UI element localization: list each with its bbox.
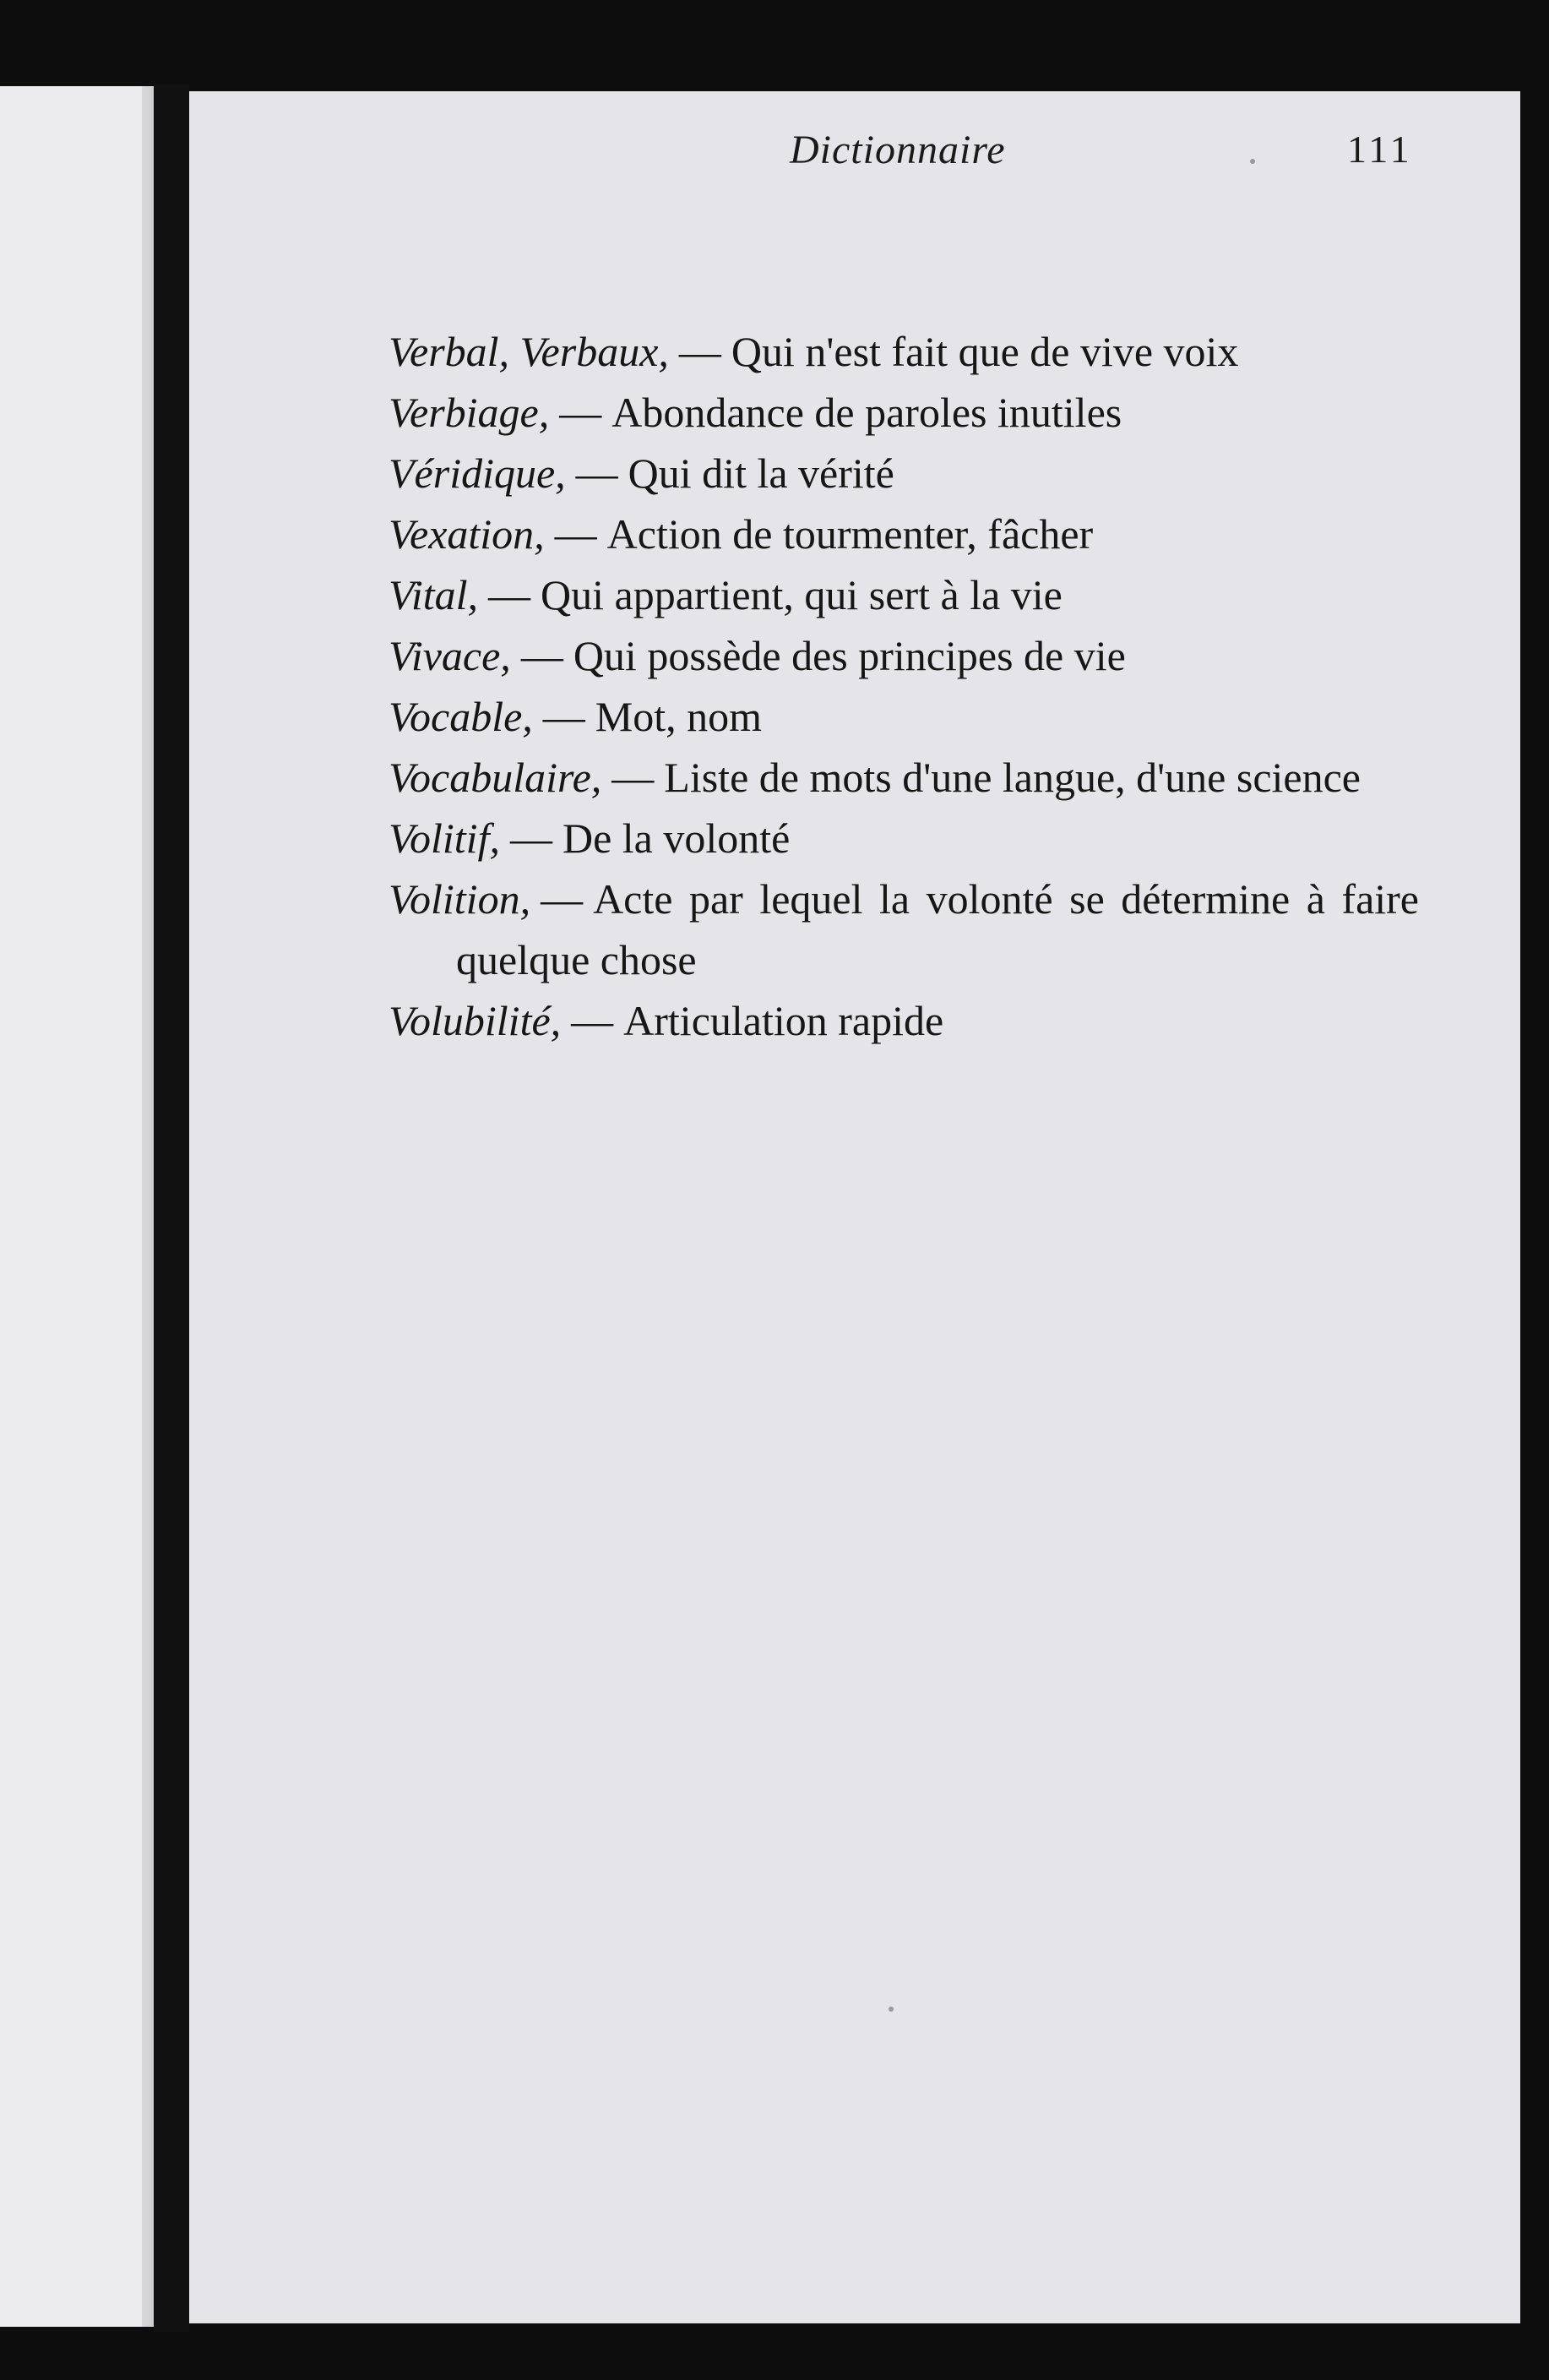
entry-definition: Abondance de paroles inutiles <box>611 389 1122 436</box>
entry-definition: Action de tourmenter, fâcher <box>606 510 1094 558</box>
entry-definition: Articulation rapide <box>623 997 944 1044</box>
entry-dash: — <box>520 632 563 679</box>
running-head <box>0 127 1549 194</box>
entry-dash: — <box>488 571 531 618</box>
entry-definition: Qui dit la vérité <box>628 449 894 497</box>
entry-dash: — <box>678 328 721 375</box>
entry-dash: — <box>575 449 618 497</box>
dictionary-entry <box>389 625 1419 686</box>
dictionary-entry <box>389 443 1419 504</box>
entry-dash: — <box>509 814 552 862</box>
entry-definition: Liste de mots d'une langue, d'une science <box>664 754 1361 801</box>
entry-headword: Volitif, <box>389 814 500 862</box>
entry-headword: Verbal, Verbaux, <box>389 328 669 375</box>
entry-headword: Volubilité, <box>389 997 562 1044</box>
entry-dash: — <box>571 997 614 1044</box>
entry-headword: Verbiage, <box>389 389 550 436</box>
dictionary-entry <box>389 869 1419 990</box>
entry-dash: — <box>541 875 584 923</box>
running-title: Dictionnaire <box>790 128 1006 172</box>
entry-definition: Acte par lequel la volonté se détermine à faire quelque chose <box>456 875 1419 983</box>
dictionary-entry <box>389 808 1419 869</box>
dictionary-entry <box>389 382 1419 443</box>
entry-definition: Mot, nom <box>595 693 763 740</box>
dictionary-entry <box>389 686 1419 747</box>
entry-definition: Qui n'est fait que de vive voix <box>731 328 1239 375</box>
dictionary-entry <box>389 990 1419 1051</box>
facing-page-gutter <box>142 86 154 2327</box>
dictionary-entry <box>389 564 1419 625</box>
entry-headword: Véridique, <box>389 449 566 497</box>
entry-headword: Volition, <box>389 875 531 923</box>
dictionary-entry <box>389 321 1419 382</box>
entry-definition: Qui appartient, qui sert à la vie <box>541 571 1063 618</box>
entry-headword: Vocable, <box>389 693 533 740</box>
paper-speck <box>889 2007 894 2012</box>
entry-headword: Vocabulaire, <box>389 754 602 801</box>
entry-dash: — <box>542 693 585 740</box>
dictionary-entry <box>389 747 1419 808</box>
entry-definition: Qui possède des principes de vie <box>573 632 1126 679</box>
entry-dash: — <box>554 510 597 558</box>
entry-definition: De la volonté <box>562 814 791 862</box>
entry-headword: Vexation, <box>389 510 545 558</box>
entry-headword: Vital, <box>389 571 479 618</box>
dictionary-entry <box>389 504 1419 564</box>
book-spine-shadow <box>154 84 189 2332</box>
facing-page-edge <box>0 86 154 2327</box>
page-number: 111 <box>1347 128 1413 171</box>
entry-dash: — <box>559 389 602 436</box>
entry-headword: Vivace, <box>389 632 511 679</box>
dictionary-entries <box>389 321 1419 1051</box>
entry-dash: — <box>611 754 655 801</box>
